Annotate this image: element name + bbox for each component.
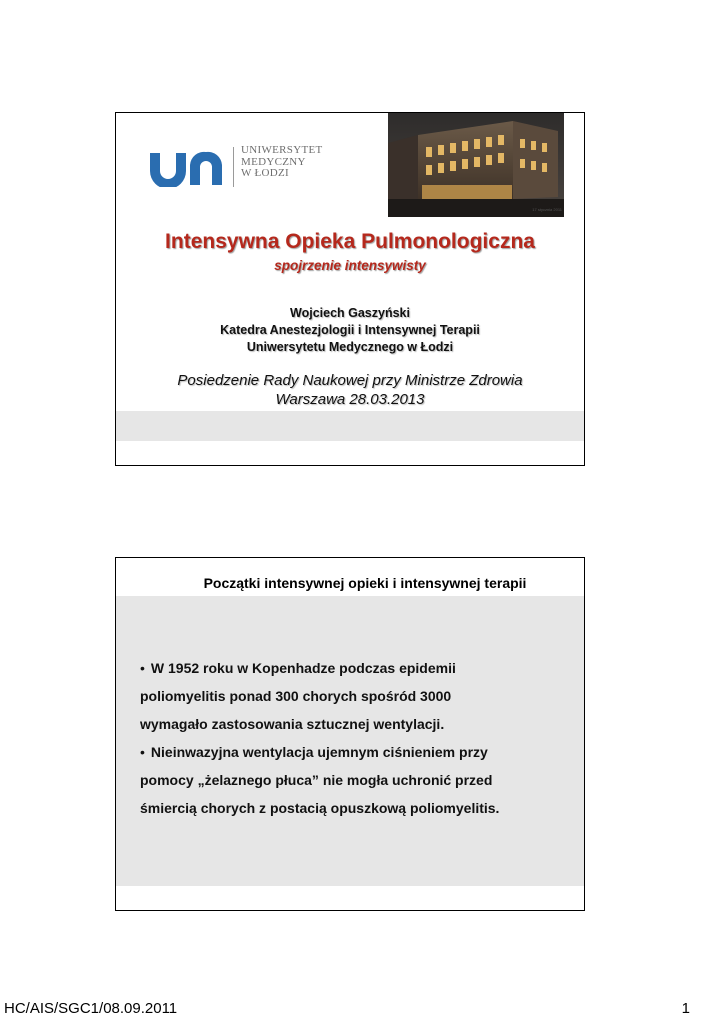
list-item	[140, 738, 566, 822]
bullet-text: wymagało zastosowania sztucznej wentylacji.	[140, 716, 445, 732]
event-place-date: Warszawa 28.03.2013	[275, 391, 425, 408]
logo-line-3: W ŁODZI	[241, 167, 290, 179]
department-line-1: Katedra Anestezjologii i Intensywnej Terapii	[220, 323, 480, 337]
author-block	[116, 305, 584, 356]
bullet-text: W 1952 roku w Kopenhadze podczas epidemii	[150, 660, 456, 676]
bullet-icon: •	[140, 660, 145, 676]
bullet-icon: •	[140, 744, 145, 760]
photo-caption: 17 stycznia 2011	[532, 207, 562, 212]
university-building-photo	[388, 113, 564, 217]
logo-divider	[233, 147, 234, 187]
bullet-text: pomocy „żelaznego płuca” nie mogła uchronić przed	[140, 772, 493, 788]
slide-footer-band	[116, 411, 584, 441]
logo-wordmark	[241, 145, 323, 180]
logo-line-2: MEDYCZNY	[241, 155, 306, 168]
bullet-text: śmiercią chorych z postacią opuszkową poliomyelitis.	[140, 800, 500, 816]
slide-body	[116, 596, 584, 886]
bullet-line	[140, 654, 566, 682]
list-item	[140, 654, 566, 738]
slide-2	[115, 557, 585, 911]
document-id: HC/AIS/SGC1/08.09.2011	[4, 1000, 178, 1017]
page-number: 1	[681, 1000, 690, 1017]
event-block	[116, 371, 584, 409]
slide-1	[115, 112, 585, 466]
um-logo-mark-icon	[148, 147, 228, 187]
department-line-2: Uniwersytetu Medycznego w Łodzi	[246, 340, 454, 354]
bullet-text: Nieinwazyjna wentylacja ujemnym ciśnieniem przy	[150, 744, 488, 760]
university-logo	[148, 143, 323, 193]
building-photo-image	[388, 113, 564, 217]
author-name: Wojciech Gaszyński	[290, 306, 410, 320]
bullet-list	[140, 654, 566, 822]
logo-line-1: UNIWERSYTET	[241, 144, 323, 156]
presentation-title: Intensywna Opieka Pulmonologiczna	[165, 230, 535, 253]
presentation-subtitle: spojrzenie intensywisty	[274, 258, 426, 273]
event-name: Posiedzenie Rady Naukowej przy Ministrze Zdrowia	[177, 372, 523, 389]
bullet-text: poliomyelitis ponad 300 chorych spośród 3000	[140, 688, 452, 704]
bullet-line	[140, 738, 566, 766]
slide-heading: Początki intensywnej opieki i intensywnej terapii	[203, 575, 527, 591]
